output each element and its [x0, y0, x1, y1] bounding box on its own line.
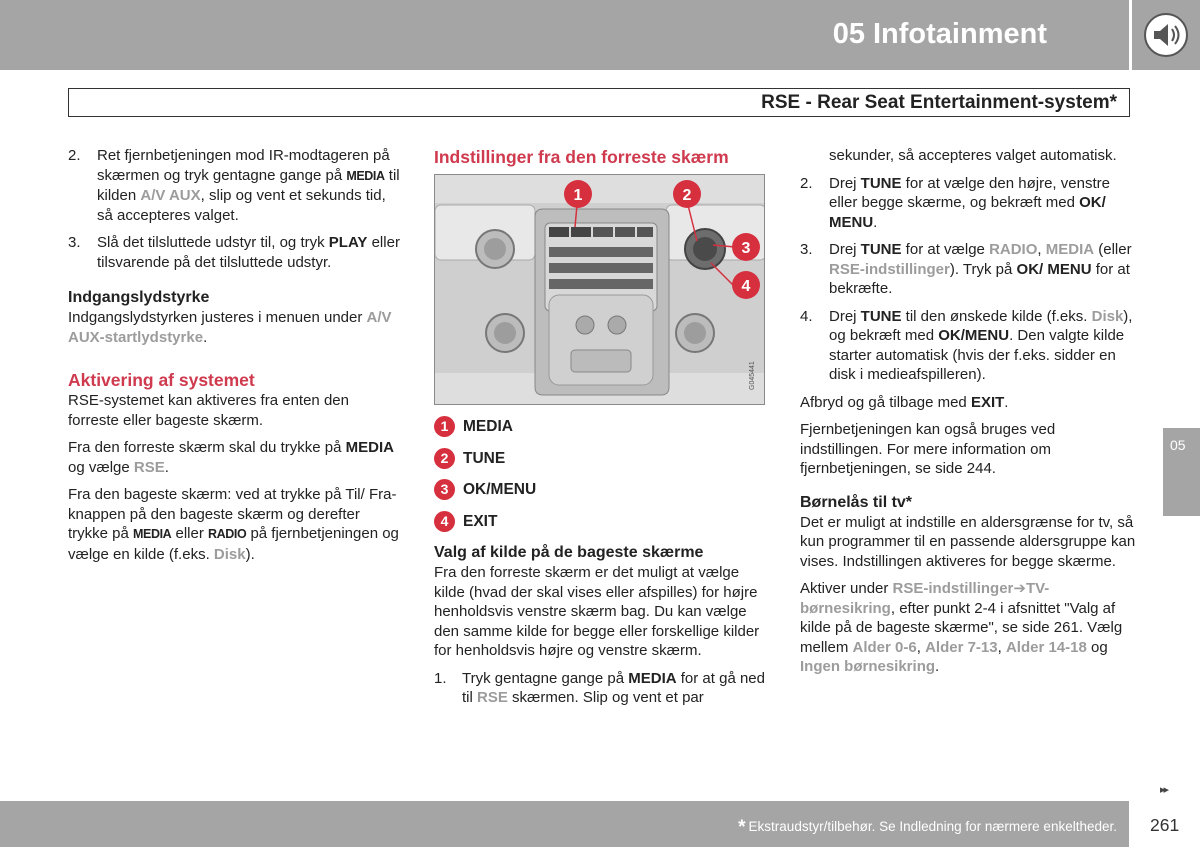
abort-text: Afbryd og gå tilbage med EXIT.	[800, 393, 1009, 411]
callout-1: 1	[573, 187, 583, 204]
front-screen-heading: Indstillinger fra den forreste skærm	[434, 147, 729, 167]
legend-item: 3 OK/MENU	[434, 478, 766, 510]
list-item-continued: sekunder, så accepteres valget automatisk.	[829, 147, 1117, 164]
speaker-icon	[1142, 12, 1190, 58]
chapter-side-tab	[1163, 428, 1200, 516]
child-lock-activate: Aktiver under RSE-indstillinger➔TV-børnesikring, efter punkt 2-4 i afsnittet "Valg af kilde på de bageste skærme", se side 261. Vælg mellem Alder 0-6, Alder 7-13, Alder 14-18 og Ingen børnesikring.	[800, 580, 1123, 675]
list-item: 2. Ret fjernbetjeningen mod IR-modtageren på skærmen og tryk gentagne gange på MEDIA til kilden A/V AUX, slip og vent et sekunds tid, så accepteres valget.	[68, 147, 400, 224]
legend-item: 2 TUNE	[434, 447, 766, 479]
page-number: 261	[1150, 815, 1180, 835]
activation-paragraph: Fra den forreste skærm skal du trykke på MEDIA og vælge RSE.	[68, 439, 394, 476]
activation-paragraph: RSE-systemet kan aktiveres fra enten den forreste eller bageste skærm.	[68, 392, 349, 429]
arrow-right-icon: ➔	[1013, 580, 1026, 597]
footer-bar	[0, 801, 1129, 847]
center-console-illustration	[435, 175, 765, 405]
legend-item: 4 EXIT	[434, 510, 766, 542]
callout-2: 2	[682, 187, 692, 204]
callout-3: 3	[741, 240, 751, 257]
rear-source-text: Fra den forreste skærm er det muligt at vælge kilde (hvad der skal vises eller afspilles) for højre henholdsvis venstre skærm bag. Du kan vælge den samme kilde for begge eller forskellige kilder for henholdsvis højre og venstre skærm.	[434, 564, 760, 659]
input-volume-heading: Indgangslydstyrke	[68, 289, 210, 306]
callout-4: 4	[741, 278, 751, 295]
chapter-icon-box	[1132, 0, 1200, 70]
image-code: G045441	[749, 361, 756, 390]
middle-column	[434, 146, 766, 716]
rear-source-heading: Valg af kilde på de bageste skærme	[434, 544, 704, 561]
left-column	[68, 146, 403, 572]
activation-heading: Aktivering af systemet	[68, 370, 255, 390]
input-volume-text: Indgangslydstyrken justeres i menuen under A/V AUX-startlydstyrke.	[68, 309, 392, 346]
footer-note: * Ekstraudstyr/tilbehør. Se Indledning for nærmere enkeltheder.	[738, 817, 1117, 838]
section-title: RSE - Rear Seat Entertainment-system*	[761, 92, 1117, 113]
list-item: 1. Tryk gentagne gange på MEDIA for at gå ned til RSE skærmen. Slip og vent et par	[434, 669, 765, 706]
list-item: 2. Drej TUNE for at vælge den højre, venstre eller begge skærme, og bekræft med OK/ MENU.	[800, 174, 1110, 231]
list-item: 4. Drej TUNE til den ønskede kilde (f.eks. Disk), og bekræft med OK/MENU. Den valgte kilde starter automatisk (hvis der f.eks. sidder en disk i medieafspilleren).	[800, 307, 1133, 383]
child-lock-heading: Børnelås til tv*	[800, 493, 913, 511]
child-lock-text: Det er muligt at indstille en aldersgrænse for tv, så kun programmer til en passende aldersgruppe kan vises. Indstillingen aktiveres for begge skærme.	[800, 513, 1136, 570]
section-title-box	[68, 88, 1130, 117]
chapter-header-bar	[0, 0, 1129, 70]
continue-arrows-icon: ▸▸	[1160, 784, 1168, 796]
legend-item: 1 MEDIA	[434, 415, 766, 447]
chapter-title: 05 Infotainment	[832, 18, 1047, 50]
activation-paragraph: Fra den bageste skærm: ved at trykke på Til/ Fra-knappen på den bageste skærm og derefter trykke på MEDIA eller RADIO på fjernbetjeningen og vælge en kilde (f.eks. Disk).	[68, 486, 399, 563]
center-console-figure	[434, 174, 765, 405]
list-item: 3. Drej TUNE for at vælge RADIO, MEDIA (eller RSE-indstillinger). Tryk på OK/ MENU for at bekræfte.	[800, 241, 1132, 297]
list-item: 3. Slå det tilsluttede udstyr til, og tryk PLAY eller tilsvarende på det tilsluttede udstyr.	[68, 234, 400, 271]
right-column	[800, 146, 1138, 685]
remote-text: Fjernbetjeningen kan også bruges ved indstillingen. For mere information om fjernbetjeningen, se side 244.	[800, 421, 1056, 477]
figure-legend	[434, 415, 766, 541]
chapter-side-tab-label: 05	[1170, 437, 1186, 453]
